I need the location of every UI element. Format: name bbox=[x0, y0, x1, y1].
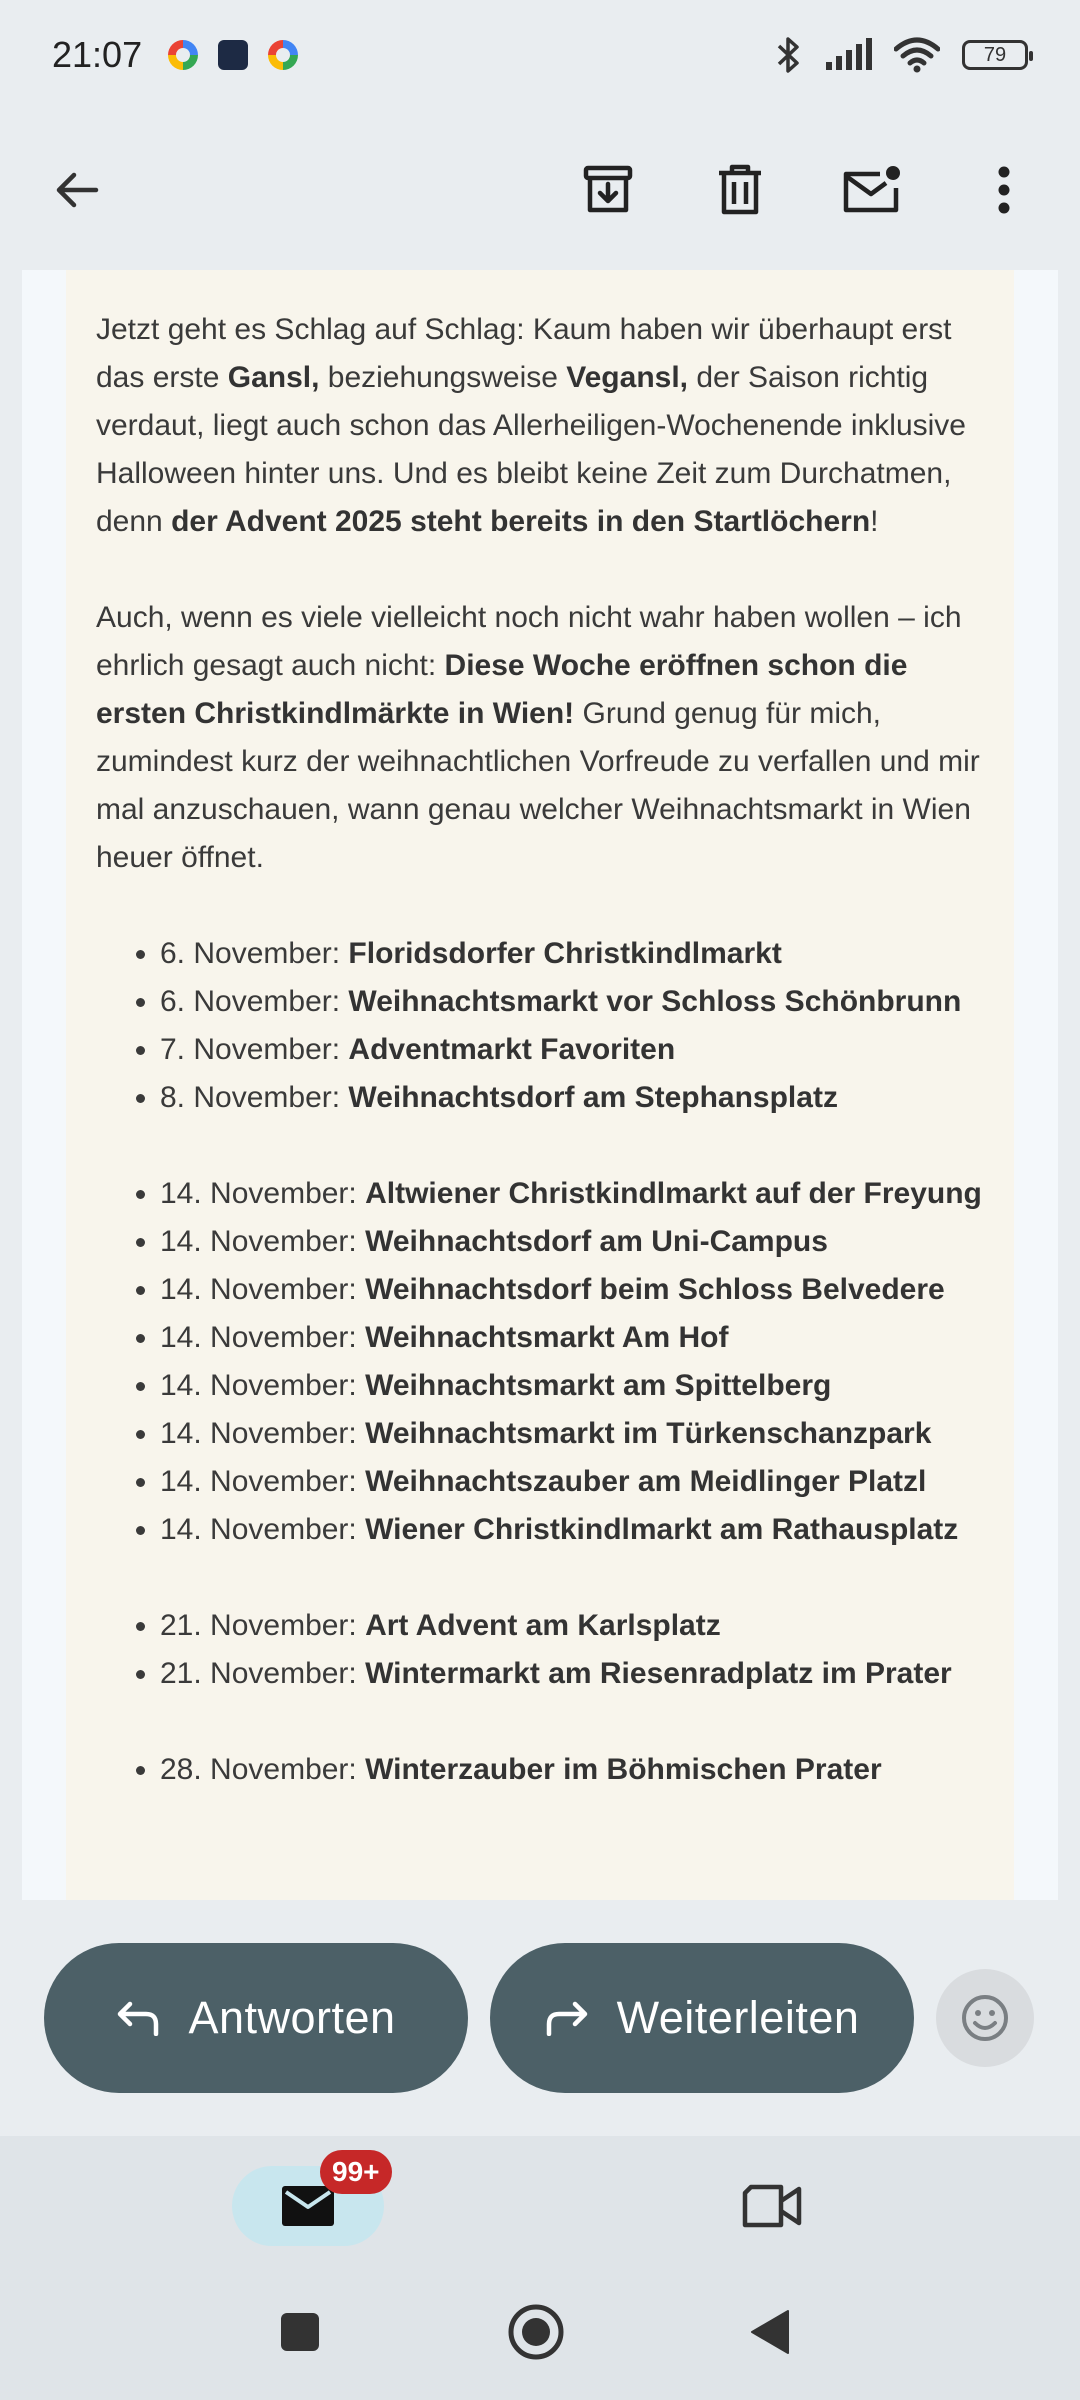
list-item bbox=[96, 1650, 984, 1698]
text: der Saison richtig verdaut, liegt auch schon das Allerheiligen-Wochenende inklusive Halloween hinter uns. Und es bleibt keine Zeit zum Durchatmen, denn bbox=[96, 361, 966, 538]
list-item bbox=[96, 1170, 984, 1218]
archive-icon bbox=[582, 164, 634, 216]
home-circle-icon bbox=[507, 2303, 565, 2361]
more-options-button[interactable] bbox=[968, 154, 1040, 226]
status-bar bbox=[0, 0, 1080, 110]
calendar-app-icon bbox=[218, 40, 248, 70]
bluetooth-icon bbox=[776, 35, 802, 75]
list-item bbox=[96, 1362, 984, 1410]
list-item-date: 14. November: bbox=[160, 1369, 366, 1402]
mail-icon bbox=[280, 2184, 336, 2228]
system-navigation bbox=[0, 2270, 1080, 2400]
battery-level: 79 bbox=[983, 43, 1007, 66]
google-icon bbox=[268, 40, 298, 70]
reply-label: Antworten bbox=[188, 1992, 396, 2043]
reply-actions bbox=[0, 1900, 1080, 2136]
mark-unread-button[interactable] bbox=[836, 154, 908, 226]
forward-button[interactable] bbox=[490, 1943, 914, 2093]
date-list-group-1 bbox=[96, 930, 984, 1122]
unread-badge: 99+ bbox=[320, 2150, 392, 2194]
list-item-name: Weihnachtsmarkt Am Hof bbox=[365, 1321, 729, 1354]
list-item-date: 6. November: bbox=[160, 937, 349, 970]
date-list-group-4 bbox=[96, 1746, 984, 1794]
list-item-name: Altwiener Christkindlmarkt auf der Freyung bbox=[365, 1177, 982, 1210]
back-button[interactable] bbox=[40, 154, 112, 226]
emoji-icon bbox=[960, 1993, 1010, 2043]
list-item-name: Wintermarkt am Riesenradplatz im Prater bbox=[365, 1657, 952, 1690]
list-item bbox=[96, 1266, 984, 1314]
list-item-date: 7. November: bbox=[160, 1033, 349, 1066]
list-item-name: Wiener Christkindlmarkt am Rathausplatz bbox=[365, 1513, 959, 1546]
text: Grund genug für mich, zumindest kurz der weihnachtlichen Vorfreude zu verfallen und mir mal anzuschauen, wann genau welcher Weihnachtsmarkt in Wien heuer öffnet. bbox=[96, 697, 980, 874]
list-item-date: 14. November: bbox=[160, 1417, 366, 1450]
list-item bbox=[96, 1410, 984, 1458]
list-item-date: 14. November: bbox=[160, 1273, 366, 1306]
list-item-name: Art Advent am Karlsplatz bbox=[365, 1609, 721, 1642]
list-item-date: 21. November: bbox=[160, 1609, 366, 1642]
list-item-name: Floridsdorfer Christkindlmarkt bbox=[348, 937, 782, 970]
list-item-date: 21. November: bbox=[160, 1657, 366, 1690]
text: Auch, wenn es viele vielleicht noch nicht wahr haben wollen – ich ehrlich gesagt auch nicht: bbox=[96, 601, 962, 682]
bold-text: Vegansl, bbox=[566, 361, 688, 394]
bottom-navigation bbox=[0, 2136, 1080, 2270]
signal-icon bbox=[824, 38, 872, 72]
mail-body bbox=[66, 270, 1014, 1900]
list-item-date: 14. November: bbox=[160, 1465, 366, 1498]
list-item-date: 6. November: bbox=[160, 985, 349, 1018]
text: beziehungsweise bbox=[319, 361, 567, 394]
list-item bbox=[96, 978, 984, 1026]
battery-icon bbox=[962, 40, 1028, 70]
list-item-name: Weihnachtsmarkt am Spittelberg bbox=[365, 1369, 832, 1402]
list-item bbox=[96, 930, 984, 978]
reply-button[interactable] bbox=[44, 1943, 468, 2093]
paragraph-second bbox=[96, 594, 984, 882]
bold-text: Diese Woche eröffnen schon die ersten Christkindlmärkte in Wien! bbox=[96, 649, 908, 730]
list-item-name: Winterzauber im Böhmischen Prater bbox=[365, 1753, 882, 1786]
home-button[interactable] bbox=[496, 2292, 576, 2372]
delete-icon bbox=[717, 164, 763, 216]
recents-square-icon bbox=[280, 2312, 320, 2352]
nav-meet-tab[interactable] bbox=[732, 2166, 812, 2246]
list-item-date: 14. November: bbox=[160, 1225, 366, 1258]
reply-icon bbox=[116, 2000, 160, 2036]
back-nav-button[interactable] bbox=[730, 2292, 810, 2372]
video-camera-icon bbox=[741, 2183, 803, 2229]
text: Jetzt geht es Schlag auf Schlag: Kaum haben wir überhaupt erst das erste bbox=[96, 313, 952, 394]
mail-sheet bbox=[22, 270, 1058, 1900]
list-item bbox=[96, 1074, 984, 1122]
list-item bbox=[96, 1506, 984, 1554]
bold-text: Gansl, bbox=[227, 361, 320, 394]
list-item-name: Weihnachtsdorf beim Schloss Belvedere bbox=[365, 1273, 945, 1306]
text: ! bbox=[870, 505, 879, 538]
recents-button[interactable] bbox=[260, 2292, 340, 2372]
list-item-date: 28. November: bbox=[160, 1753, 366, 1786]
list-item-date: 14. November: bbox=[160, 1513, 366, 1546]
list-item bbox=[96, 1314, 984, 1362]
archive-button[interactable] bbox=[572, 154, 644, 226]
back-arrow-icon bbox=[52, 166, 100, 214]
list-item-date: 8. November: bbox=[160, 1081, 349, 1114]
list-item-date: 14. November: bbox=[160, 1321, 366, 1354]
delete-button[interactable] bbox=[704, 154, 776, 226]
wifi-icon bbox=[894, 37, 940, 73]
mark-unread-icon bbox=[842, 164, 902, 216]
list-item-name: Weihnachtsdorf am Stephansplatz bbox=[348, 1081, 838, 1114]
list-item-name: Weihnachtszauber am Meidlinger Platzl bbox=[365, 1465, 927, 1498]
list-item bbox=[96, 1026, 984, 1074]
list-item-name: Weihnachtsmarkt vor Schloss Schönbrunn bbox=[348, 985, 962, 1018]
bold-text: der Advent 2025 steht bereits in den Startlöchern bbox=[171, 505, 871, 538]
date-list-group-3 bbox=[96, 1602, 984, 1698]
app-bar bbox=[0, 110, 1080, 270]
back-triangle-icon bbox=[750, 2309, 790, 2355]
list-item bbox=[96, 1602, 984, 1650]
google-icon bbox=[168, 40, 198, 70]
list-item-name: Weihnachtsmarkt im Türkenschanzpark bbox=[365, 1417, 932, 1450]
status-time: 21:07 bbox=[52, 34, 143, 75]
list-item bbox=[96, 1746, 984, 1794]
date-list-group-2 bbox=[96, 1170, 984, 1554]
list-item-date: 14. November: bbox=[160, 1177, 366, 1210]
list-item bbox=[96, 1458, 984, 1506]
forward-icon bbox=[545, 2000, 589, 2036]
list-item bbox=[96, 1218, 984, 1266]
forward-label: Weiterleiten bbox=[616, 1992, 860, 2043]
list-item-name: Adventmarkt Favoriten bbox=[348, 1033, 676, 1066]
paragraph-intro bbox=[96, 306, 984, 546]
list-item-name: Weihnachtsdorf am Uni-Campus bbox=[365, 1225, 828, 1258]
more-vert-icon bbox=[997, 166, 1011, 214]
emoji-reaction-button[interactable] bbox=[936, 1969, 1034, 2067]
